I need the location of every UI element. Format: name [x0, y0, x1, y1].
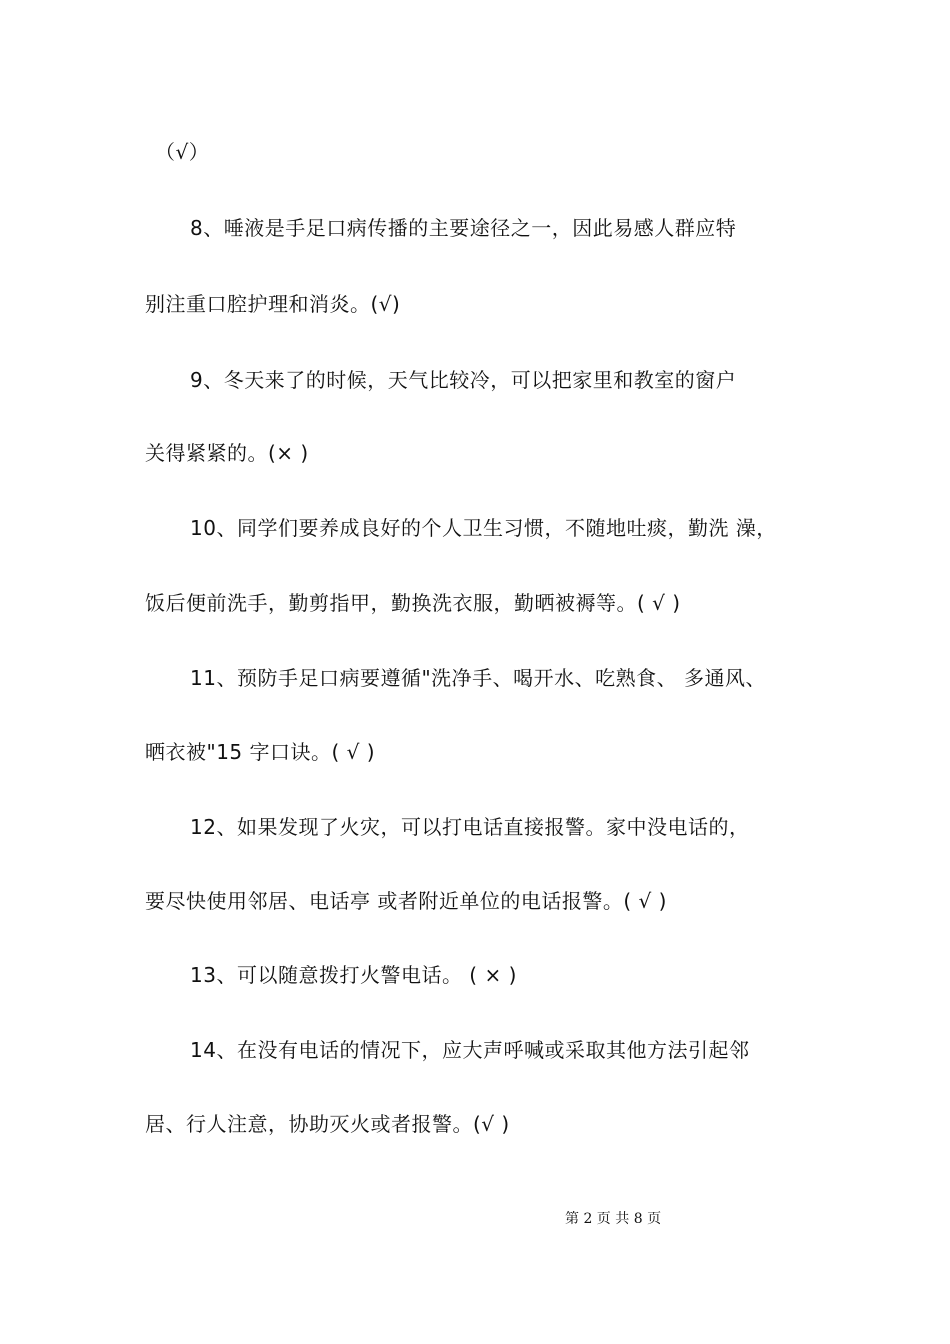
question-11-line-1: 11、预防手足口病要遵循"洗净手、喝开水、吃熟食、 多通风、	[190, 666, 767, 690]
question-9-line-1: 9、冬天来了的时候，天气比较冷，可以把家里和教室的窗户	[190, 368, 737, 392]
question-10-line-2: 饭后便前洗手，勤剪指甲，勤换洗衣服，勤晒被褥等。( √ )	[145, 591, 681, 615]
question-12-line-2: 要尽快使用邻居、电话亭 或者附近单位的电话报警。( √ )	[145, 889, 667, 913]
question-9-line-2: 关得紧紧的。(× )	[145, 441, 309, 465]
question-8-line-1: 8、唾液是手足口病传播的主要途径之一，因此易感人群应特	[190, 216, 737, 240]
question-8-line-2: 别注重口腔护理和消炎。(√)	[145, 292, 401, 316]
question-11-line-2: 晒衣被"15 字口诀。( √ )	[145, 740, 376, 764]
text-line-continuation-7: （√）	[155, 140, 210, 164]
question-14-line-2: 居、行人注意，协助灭火或者报警。(√ )	[145, 1112, 510, 1136]
question-12-line-1: 12、如果发现了火灾，可以打电话直接报警。家中没电话的，	[190, 815, 750, 839]
page-number-footer: 第 2 页 共 8 页	[565, 1211, 662, 1227]
question-13-line-1: 13、可以随意拨打火警电话。 ( × )	[190, 963, 517, 987]
question-10-line-1: 10、同学们要养成良好的个人卫生习惯，不随地吐痰，勤洗 澡，	[190, 516, 777, 540]
question-14-line-1: 14、在没有电话的情况下，应大声呼喊或采取其他方法引起邻	[190, 1038, 750, 1062]
